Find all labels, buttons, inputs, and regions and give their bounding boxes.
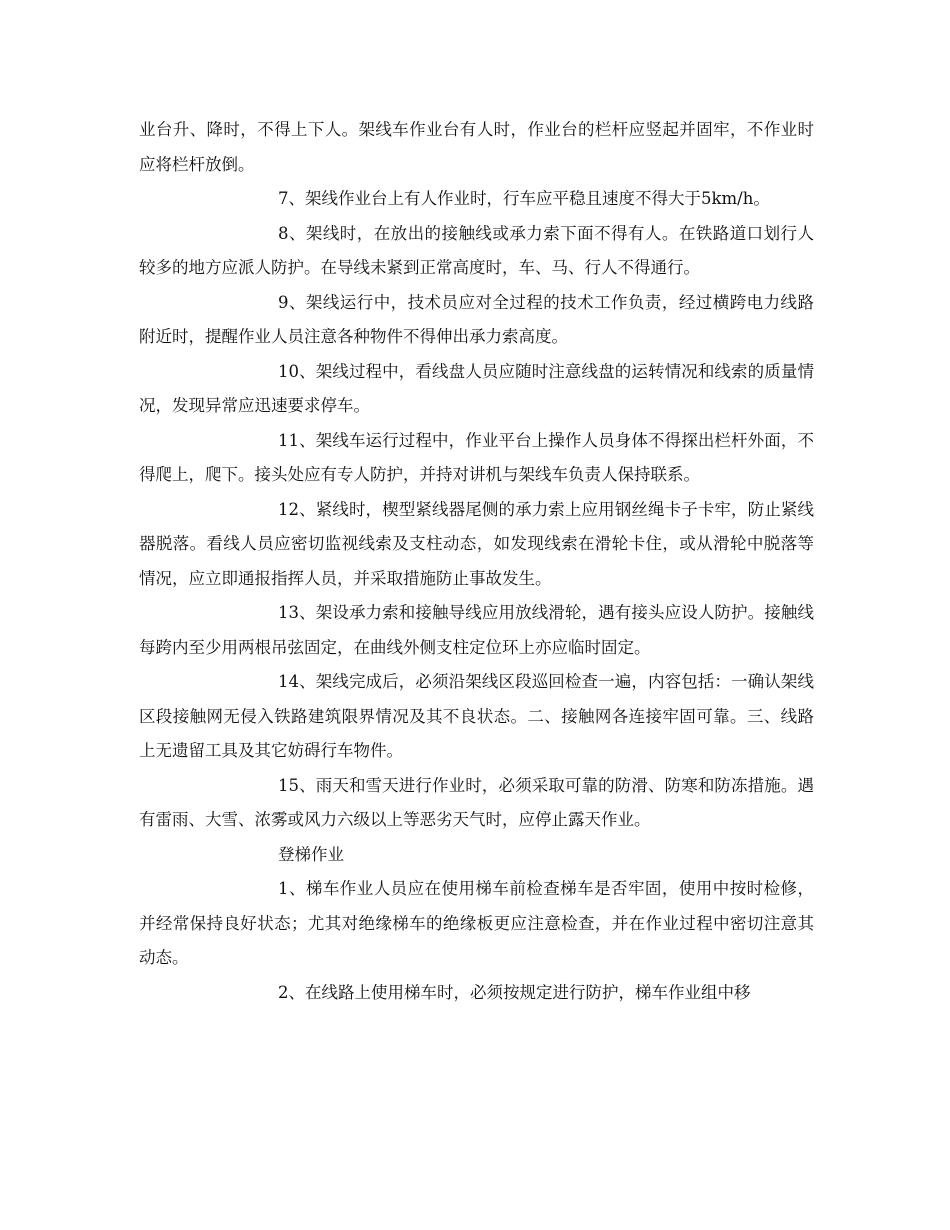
- paragraph: 1、梯车作业人员应在使用梯车前检查梯车是否牢固，使用中按时检修，并经常保持良好状态；尤其对绝缘梯车的绝缘板更应注意检查，并在作业过程中密切注意其动态。: [139, 879, 814, 967]
- paragraph: 9、架线运行中，技术员应对全过程的技术工作负责，经过横跨电力线路附近时，提醒作业人员注意各种物件不得伸出承力索高度。: [139, 292, 814, 346]
- paragraph: 14、架线完成后，必须沿架线区段巡回检查一遍，内容包括：一确认架线区段接触网无侵入铁路建筑限界情况及其不良状态。二、接触网各连接牢固可靠。三、线路上无遗留工具及其它妨碍行车物件。: [139, 672, 814, 760]
- paragraph: 11、架线车运行过程中，作业平台上操作人员身体不得探出栏杆外面，不得爬上，爬下。接头处应有专人防护，并持对讲机与架线车负责人保持联系。: [139, 430, 814, 484]
- paragraph: 15、雨天和雪天进行作业时，必须采取可靠的防滑、防寒和防冻措施。遇有雷雨、大雪、浓雾或风力六级以上等恶劣天气时，应停止露天作业。: [139, 775, 814, 829]
- paragraph: 7、架线作业台上有人作业时，行车应平稳且速度不得大于5km/h。: [278, 189, 770, 208]
- paragraph: 8、架线时，在放出的接触线或承力索下面不得有人。在铁路道口划行人较多的地方应派人防护。在导线未紧到正常高度时，车、马、行人不得通行。: [139, 223, 814, 277]
- document-body: [139, 113, 814, 1010]
- paragraph: 13、架设承力索和接触导线应用放线滑轮，遇有接头应设人防护。接触线每跨内至少用两根吊弦固定，在曲线外侧支柱定位环上亦应临时固定。: [139, 603, 814, 657]
- paragraph: 12、紧线时，楔型紧线器尾侧的承力索上应用钢丝绳卡子卡牢，防止紧线器脱落。看线人员应密切监视线索及支柱动态，如发现线索在滑轮卡住，或从滑轮中脱落等情况，应立即通报指挥人员，并采取措施防止事故发生。: [139, 499, 814, 588]
- section-heading: 登梯作业: [278, 844, 344, 864]
- paragraph: 2、在线路上使用梯车时，必须按规定进行防护，梯车作业组中移: [278, 982, 751, 1002]
- paragraph: 业台升、降时，不得上下人。架线车作业台有人时，作业台的栏杆应竖起并固牢，不作业时应将栏杆放倒。: [139, 120, 814, 174]
- paragraph: 10、架线过程中，看线盘人员应随时注意线盘的运转情况和线索的质量情况，发现异常应迅速要求停车。: [139, 361, 814, 415]
